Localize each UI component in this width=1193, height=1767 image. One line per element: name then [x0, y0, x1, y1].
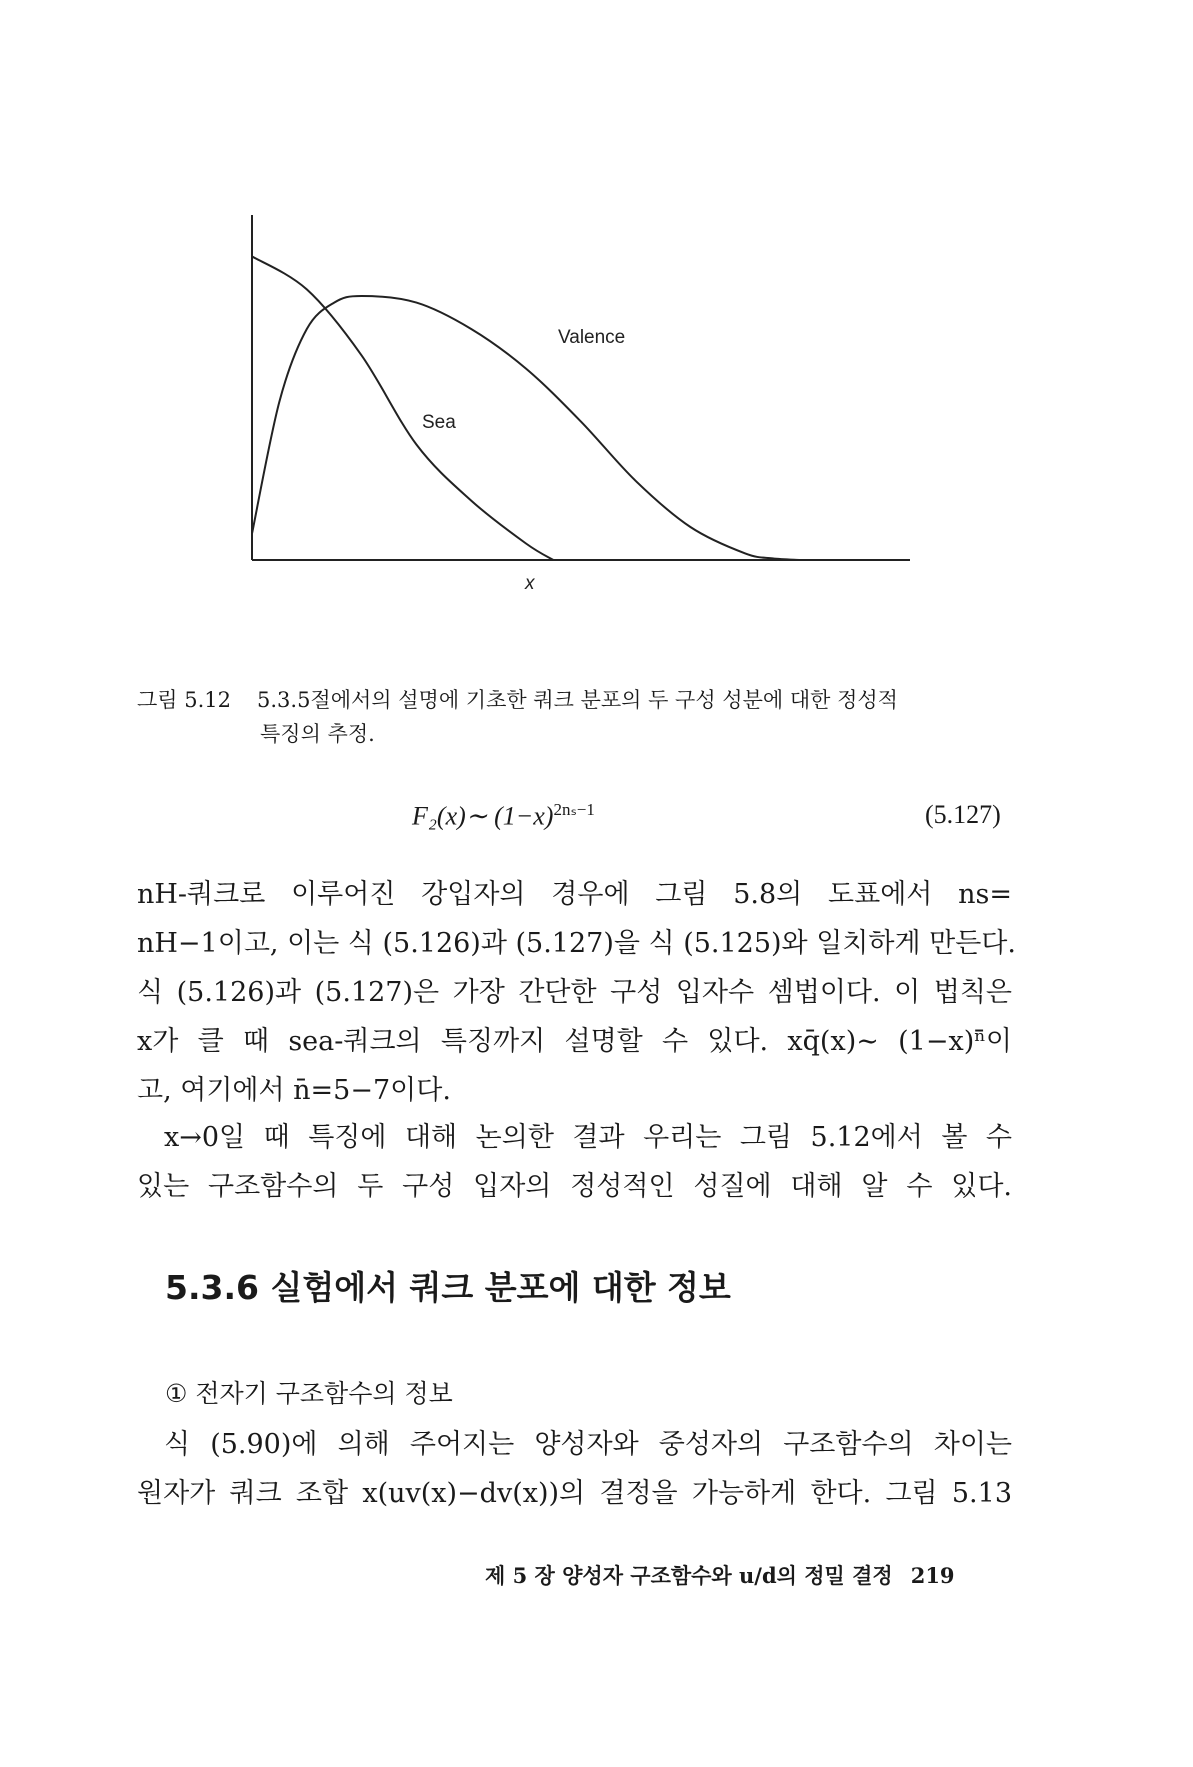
item-title: ① 전자기 구조함수의 정보 [165, 1379, 453, 1408]
equation-number: (5.127) [925, 800, 1001, 829]
structure-function-figure [240, 215, 920, 655]
paragraph-line: nH-쿼크로 이루어진 강입자의 경우에 그림 5.8의 도표에서 ns= [137, 879, 1012, 910]
sea-curve [252, 256, 553, 560]
section-title: 5.3.6 실험에서 쿼크 분포에 대한 정보 [165, 1268, 731, 1307]
sea-label: Sea [422, 412, 456, 433]
paragraph-line: nH−1이고, 이는 식 (5.126)과 (5.127)을 식 (5.125)와 일치하게 만든다. [137, 928, 1016, 959]
figure-caption [137, 683, 1037, 751]
equation-exponent: 2nₛ−1 [553, 800, 595, 819]
caption-line2: 특징의 추정. [260, 722, 375, 746]
valence-label: Valence [558, 327, 626, 348]
page-footer [485, 1560, 955, 1590]
paragraph-3 [137, 1420, 1012, 1518]
footer-chapter: 제 5 장 양성자 구조함수와 u/d의 정밀 결정 [485, 1563, 893, 1588]
paragraph-line: x가 클 때 sea-쿼크의 특징까지 설명할 수 있다. xq̄(x)∼ (1−x)ⁿ̄이 [137, 1026, 1012, 1057]
paragraph-line: x→0일 때 특징에 대해 논의한 결과 우리는 그림 5.12에서 볼 수 [164, 1122, 1012, 1153]
paragraph-line: 식 (5.90)에 의해 주어지는 양성자와 중성자의 구조함수의 차이는 [164, 1429, 1012, 1460]
paragraph-line: 원자가 쿼크 조합 x(uv(x)−dv(x))의 결정을 가능하게 한다. 그림 5.13 [137, 1478, 1012, 1509]
caption-label: 그림 5.12 [137, 688, 232, 712]
paragraph-1 [137, 870, 1016, 1115]
equation [412, 800, 595, 832]
equation-lhs: F₂(x)∼ (1−x) [412, 801, 554, 831]
valence-curve [252, 296, 800, 560]
caption-line1: 5.3.5절에서의 설명에 기초한 쿼크 분포의 두 구성 성분에 대한 정성적 [257, 688, 898, 712]
paragraph-line: 식 (5.126)과 (5.127)은 가장 간단한 구성 입자수 셈법이다. 이 법칙은 [137, 977, 1012, 1008]
page-number: 219 [910, 1563, 955, 1588]
paragraph-2 [137, 1113, 1012, 1211]
paragraph-line: 있는 구조함수의 두 구성 입자의 정성적인 성질에 대해 알 수 있다. [137, 1171, 1012, 1202]
x-axis-label: x [525, 573, 535, 594]
paragraph-line: 고, 여기에서 n̄=5−7이다. [137, 1075, 451, 1106]
